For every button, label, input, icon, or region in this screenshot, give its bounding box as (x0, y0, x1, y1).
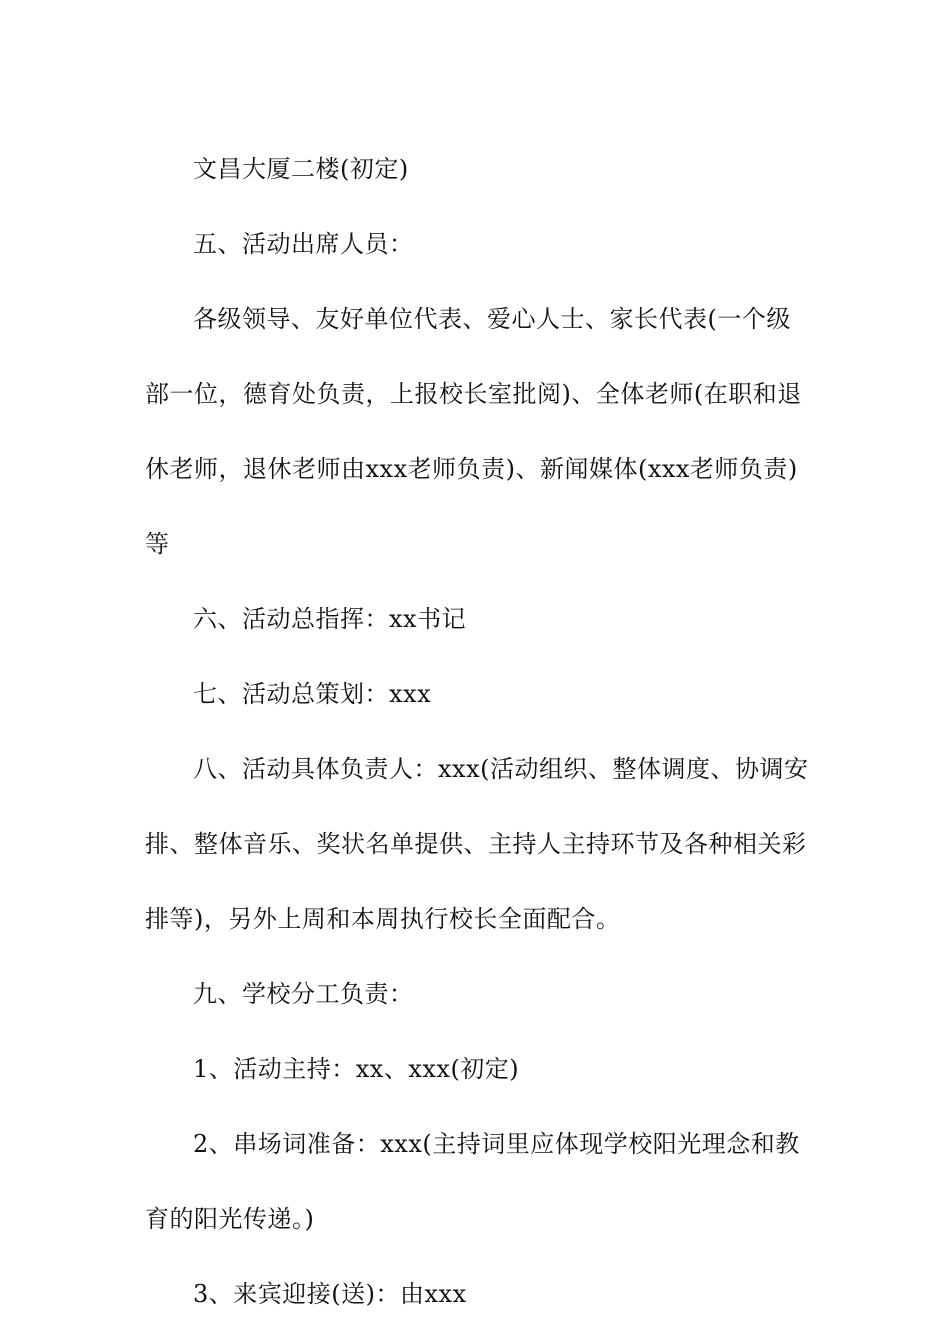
document-body (145, 132, 810, 1332)
paragraph-attendees: 各级领导、友好单位代表、爱心人士、家长代表(一个级部一位，德育处负责，上报校长室批阅)、全体老师(在职和退休老师，退休老师由xxx老师负责)、新闻媒体(xxx老师负责)等 (145, 305, 802, 558)
paragraph-section-7: 七、活动总策划：xxx (193, 680, 432, 708)
paragraph-item-3: 3、来宾迎接(送)：由xxx (193, 1280, 467, 1308)
paragraph-item-1: 1、活动主持：xx、xxx(初定) (193, 1055, 520, 1083)
paragraph-section-9-heading: 九、学校分工负责： (193, 980, 414, 1008)
paragraph-venue: 文昌大厦二楼(初定) (193, 155, 409, 183)
paragraph-section-8: 八、活动具体负责人：xxx(活动组织、整体调度、协调安排、整体音乐、奖状名单提供、主持人主持环节及各种相关彩排等)，另外上周和本周执行校长全面配合。 (145, 755, 809, 933)
paragraph-section-5-heading: 五、活动出席人员： (193, 230, 414, 258)
paragraph-section-6: 六、活动总指挥：xx书记 (193, 605, 467, 633)
paragraph-item-2: 2、串场词准备：xxx(主持词里应体现学校阳光理念和教育的阳光传递。) (145, 1130, 800, 1233)
